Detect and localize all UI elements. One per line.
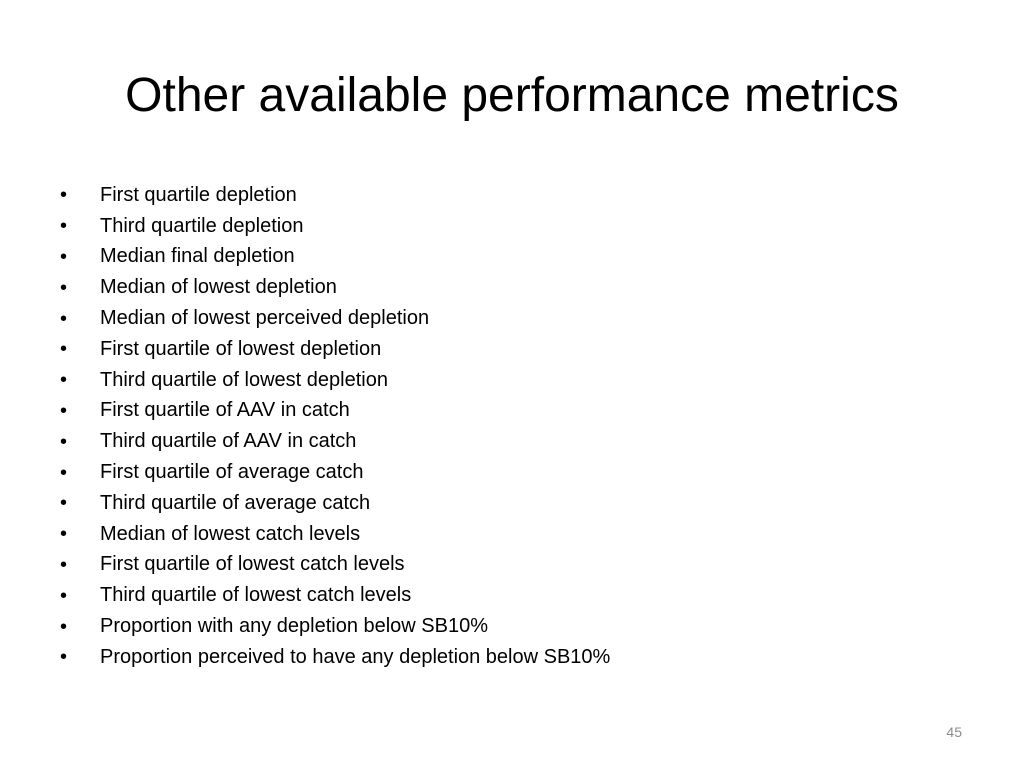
bullet-icon: • bbox=[60, 615, 68, 638]
bullet-text: Median of lowest depletion bbox=[100, 276, 337, 299]
bullet-text: Third quartile of average catch bbox=[100, 491, 371, 514]
bullet-list bbox=[60, 180, 610, 673]
bullet-icon: • bbox=[60, 492, 68, 515]
list-item bbox=[60, 272, 610, 303]
bullet-text: First quartile of lowest catch levels bbox=[100, 553, 405, 576]
list-item bbox=[60, 396, 610, 427]
bullet-text: Median final depletion bbox=[100, 245, 295, 268]
bullet-text: First quartile of AAV in catch bbox=[100, 399, 350, 422]
bullet-text: Proportion perceived to have any depletion below SB10% bbox=[100, 645, 611, 668]
bullet-icon: • bbox=[60, 584, 68, 607]
bullet-text: Third quartile depletion bbox=[100, 214, 304, 237]
list-item bbox=[60, 365, 610, 396]
bullet-icon: • bbox=[60, 276, 68, 299]
list-item bbox=[60, 488, 610, 519]
bullet-text: First quartile depletion bbox=[100, 183, 297, 206]
page-number: 45 bbox=[946, 724, 962, 740]
bullet-icon: • bbox=[60, 338, 68, 361]
list-item bbox=[60, 642, 610, 673]
bullet-icon: • bbox=[60, 399, 68, 422]
list-item bbox=[60, 242, 610, 273]
list-item bbox=[60, 457, 610, 488]
list-item bbox=[60, 580, 610, 611]
list-item bbox=[60, 180, 610, 211]
bullet-text: Median of lowest perceived depletion bbox=[100, 307, 430, 330]
bullet-icon: • bbox=[60, 430, 68, 453]
bullet-icon: • bbox=[60, 184, 68, 207]
slide-title: Other available performance metrics bbox=[125, 69, 899, 122]
list-item bbox=[60, 611, 610, 642]
list-item bbox=[60, 550, 610, 581]
bullet-icon: • bbox=[60, 646, 68, 669]
list-item bbox=[60, 519, 610, 550]
bullet-text: Third quartile of lowest depletion bbox=[100, 368, 388, 391]
list-item bbox=[60, 211, 610, 242]
bullet-text: Median of lowest catch levels bbox=[100, 522, 361, 545]
list-item bbox=[60, 303, 610, 334]
bullet-icon: • bbox=[60, 245, 68, 268]
bullet-text: Third quartile of lowest catch levels bbox=[100, 584, 412, 607]
bullet-text: First quartile of lowest depletion bbox=[100, 337, 382, 360]
bullet-icon: • bbox=[60, 215, 68, 238]
bullet-icon: • bbox=[60, 369, 68, 392]
bullet-icon: • bbox=[60, 461, 68, 484]
bullet-text: Proportion with any depletion below SB10% bbox=[100, 615, 489, 638]
bullet-text: Third quartile of AAV in catch bbox=[100, 430, 357, 453]
list-item bbox=[60, 334, 610, 365]
bullet-icon: • bbox=[60, 523, 68, 546]
list-item bbox=[60, 426, 610, 457]
bullet-text: First quartile of average catch bbox=[100, 461, 364, 484]
bullet-icon: • bbox=[60, 553, 68, 576]
bullet-icon: • bbox=[60, 307, 68, 330]
